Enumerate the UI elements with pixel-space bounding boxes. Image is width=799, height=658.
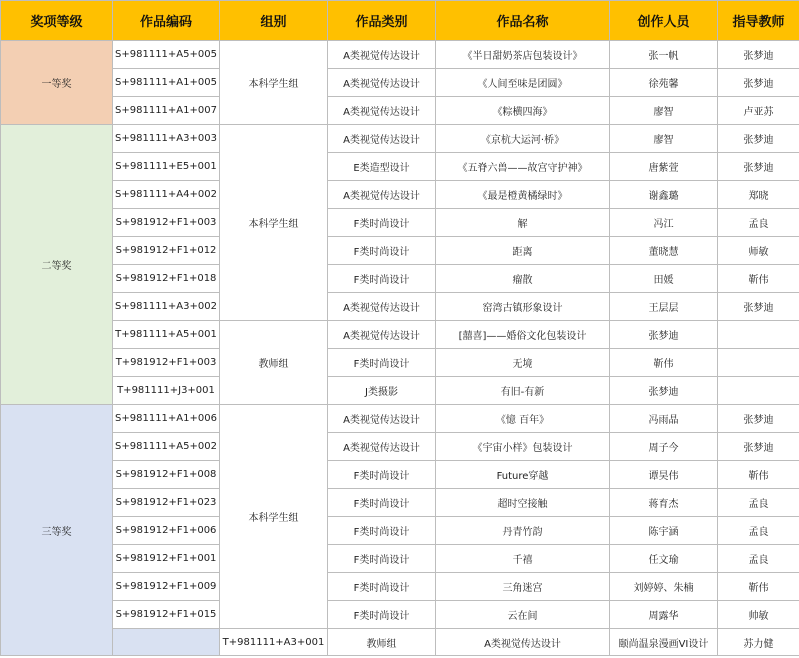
cell-title: 云在间 <box>436 601 610 629</box>
award-level-cell: 三等奖 <box>1 405 113 656</box>
cell-creator: 蒋育杰 <box>610 489 718 517</box>
cell-advisor: 张梦迪 <box>718 405 799 433</box>
cell-creator: 唐紫萱 <box>610 153 718 181</box>
cell-advisor: 帅敏 <box>718 601 799 629</box>
table-row <box>1 349 799 377</box>
cell-code: S+981912+F1+008 <box>113 461 220 489</box>
table-row <box>1 237 799 265</box>
cell-title: 瘤散 <box>436 265 610 293</box>
cell-category: A类视觉传达设计 <box>328 181 436 209</box>
table-row <box>1 293 799 321</box>
cell-advisor: 靳伟 <box>718 265 799 293</box>
cell-code: T+981111+A3+001 <box>220 629 328 656</box>
cell-creator: 张一帆 <box>610 41 718 69</box>
cell-title: 《京杭大运河·桥》 <box>436 125 610 153</box>
group-cell: 本科学生组 <box>220 41 328 125</box>
header-work-code: 作品编码 <box>113 1 220 41</box>
cell-title: 千禧 <box>436 545 610 573</box>
group-cell: 教师组 <box>220 321 328 405</box>
cell-category: A类视觉传达设计 <box>436 629 610 656</box>
cell-creator: 靳伟 <box>610 349 718 377</box>
cell-advisor: 张梦迪 <box>718 69 799 97</box>
cell-title: 窑湾古镇形象设计 <box>436 293 610 321</box>
cell-category: F类时尚设计 <box>328 461 436 489</box>
cell-advisor: 张梦迪 <box>718 433 799 461</box>
table-row <box>1 573 799 601</box>
cell-creator: 冯雨晶 <box>610 405 718 433</box>
cell-creator: 周子今 <box>610 433 718 461</box>
cell-title: 《宇宙小样》包装设计 <box>436 433 610 461</box>
cell-category: A类视觉传达设计 <box>328 125 436 153</box>
cell-title: 《人间至味是团圆》 <box>436 69 610 97</box>
cell-creator: 冯江 <box>610 209 718 237</box>
cell-category: F类时尚设计 <box>328 209 436 237</box>
cell-code: T+981111+A5+001 <box>113 321 220 349</box>
cell-creator: 谢鑫璐 <box>610 181 718 209</box>
cell-title: 无境 <box>436 349 610 377</box>
cell-advisor: 孟良 <box>718 545 799 573</box>
cell-creator: 陈宇涵 <box>610 517 718 545</box>
group-cell: 本科学生组 <box>220 125 328 321</box>
cell-category: A类视觉传达设计 <box>328 41 436 69</box>
cell-code: S+981111+A5+002 <box>113 433 220 461</box>
table-row <box>1 181 799 209</box>
cell-creator: 廖智 <box>610 125 718 153</box>
table-row <box>1 209 799 237</box>
cell-code: S+981912+F1+003 <box>113 209 220 237</box>
cell-category: F类时尚设计 <box>328 573 436 601</box>
cell-title: 《憶 百年》 <box>436 405 610 433</box>
award-level-cell-continued <box>113 629 220 656</box>
table-row <box>1 265 799 293</box>
cell-title: 《五脊六兽——故宫守护神》 <box>436 153 610 181</box>
cell-creator: 周露华 <box>610 601 718 629</box>
cell-code: S+981912+F1+001 <box>113 545 220 573</box>
table-row <box>1 97 799 125</box>
cell-code: S+981111+A3+003 <box>113 125 220 153</box>
cell-creator: 徐苑馨 <box>610 69 718 97</box>
award-level-cell: 二等奖 <box>1 125 113 405</box>
cell-code: T+981912+F1+003 <box>113 349 220 377</box>
award-level-cell: 一等奖 <box>1 41 113 125</box>
cell-creator: 刘婷婷、朱楠 <box>610 573 718 601</box>
header-category: 作品类别 <box>328 1 436 41</box>
table-row <box>1 517 799 545</box>
cell-advisor <box>718 321 799 349</box>
table-row <box>1 545 799 573</box>
cell-advisor <box>718 377 799 405</box>
cell-advisor: 师敏 <box>718 237 799 265</box>
cell-category: A类视觉传达设计 <box>328 321 436 349</box>
table-row <box>1 153 799 181</box>
cell-advisor: 张梦迪 <box>718 41 799 69</box>
cell-category: A类视觉传达设计 <box>328 405 436 433</box>
cell-category: F类时尚设计 <box>328 517 436 545</box>
cell-code: S+981912+F1+018 <box>113 265 220 293</box>
cell-creator: 王层层 <box>610 293 718 321</box>
cell-advisor <box>718 349 799 377</box>
table-row <box>1 601 799 629</box>
cell-category: F类时尚设计 <box>328 545 436 573</box>
header-advisor: 指导教师 <box>718 1 799 41</box>
cell-code: T+981111+J3+001 <box>113 377 220 405</box>
cell-advisor: 郑晓 <box>718 181 799 209</box>
table-row <box>1 489 799 517</box>
cell-category: F类时尚设计 <box>328 265 436 293</box>
cell-category: F类时尚设计 <box>328 601 436 629</box>
cell-title: 《最是橙黄橘绿时》 <box>436 181 610 209</box>
cell-creator: 廖智 <box>610 97 718 125</box>
cell-code: S+981111+A1+006 <box>113 405 220 433</box>
cell-advisor: 张梦迪 <box>718 293 799 321</box>
group-cell: 教师组 <box>328 629 436 656</box>
cell-advisor: 靳伟 <box>718 573 799 601</box>
table-row <box>1 69 799 97</box>
cell-creator: 董晓慧 <box>610 237 718 265</box>
cell-category: A类视觉传达设计 <box>328 433 436 461</box>
cell-title: 有旧-有新 <box>436 377 610 405</box>
cell-title: Future穿越 <box>436 461 610 489</box>
header-creator: 创作人员 <box>610 1 718 41</box>
table-row <box>1 377 799 405</box>
cell-category: F类时尚设计 <box>328 237 436 265</box>
cell-code: S+981111+A5+005 <box>113 41 220 69</box>
cell-code: S+981912+F1+023 <box>113 489 220 517</box>
table-row <box>1 405 799 433</box>
cell-title: 距离 <box>436 237 610 265</box>
cell-advisor: 孟良 <box>718 489 799 517</box>
cell-creator: 田媛 <box>610 265 718 293</box>
cell-category: J类摄影 <box>328 377 436 405</box>
table-row <box>1 461 799 489</box>
cell-advisor: 靳伟 <box>718 461 799 489</box>
table-row <box>1 433 799 461</box>
cell-category: F类时尚设计 <box>328 489 436 517</box>
cell-advisor: 张梦迪 <box>718 153 799 181</box>
cell-code: S+981111+E5+001 <box>113 153 220 181</box>
cell-code: S+981912+F1+009 <box>113 573 220 601</box>
table-row <box>1 125 799 153</box>
cell-creator: 苏力健 <box>718 629 799 656</box>
cell-title: 《半日甜奶茶店包装设计》 <box>436 41 610 69</box>
table-row <box>1 629 799 656</box>
cell-code: S+981912+F1+015 <box>113 601 220 629</box>
cell-title: 《粽横四海》 <box>436 97 610 125</box>
header-title: 作品名称 <box>436 1 610 41</box>
header-award-level: 奖项等级 <box>1 1 113 41</box>
header-group: 组别 <box>220 1 328 41</box>
cell-category: A类视觉传达设计 <box>328 69 436 97</box>
cell-advisor: 孟良 <box>718 209 799 237</box>
cell-code: S+981912+F1+006 <box>113 517 220 545</box>
cell-title: [囍喜]——婚俗文化包装设计 <box>436 321 610 349</box>
cell-category: A类视觉传达设计 <box>328 97 436 125</box>
table-row <box>1 41 799 69</box>
cell-title: 解 <box>436 209 610 237</box>
cell-code: S+981111+A1+007 <box>113 97 220 125</box>
cell-category: A类视觉传达设计 <box>328 293 436 321</box>
cell-title: 丹青竹韵 <box>436 517 610 545</box>
cell-creator: 谭昊伟 <box>610 461 718 489</box>
cell-title: 颐尚温泉漫画VI设计 <box>610 629 718 656</box>
cell-title: 三角迷宫 <box>436 573 610 601</box>
header-row <box>1 1 799 41</box>
cell-advisor: 张梦迪 <box>718 125 799 153</box>
group-cell: 本科学生组 <box>220 405 328 629</box>
cell-advisor: 卢亚苏 <box>718 97 799 125</box>
cell-code: S+981111+A1+005 <box>113 69 220 97</box>
table-row <box>1 321 799 349</box>
cell-creator: 张梦迪 <box>610 377 718 405</box>
cell-advisor: 孟良 <box>718 517 799 545</box>
cell-category: F类时尚设计 <box>328 349 436 377</box>
cell-code: S+981912+F1+012 <box>113 237 220 265</box>
cell-creator: 张梦迪 <box>610 321 718 349</box>
cell-code: S+981111+A4+002 <box>113 181 220 209</box>
cell-title: 超时空接触 <box>436 489 610 517</box>
cell-code: S+981111+A3+002 <box>113 293 220 321</box>
cell-category: E类造型设计 <box>328 153 436 181</box>
cell-creator: 任文瑜 <box>610 545 718 573</box>
